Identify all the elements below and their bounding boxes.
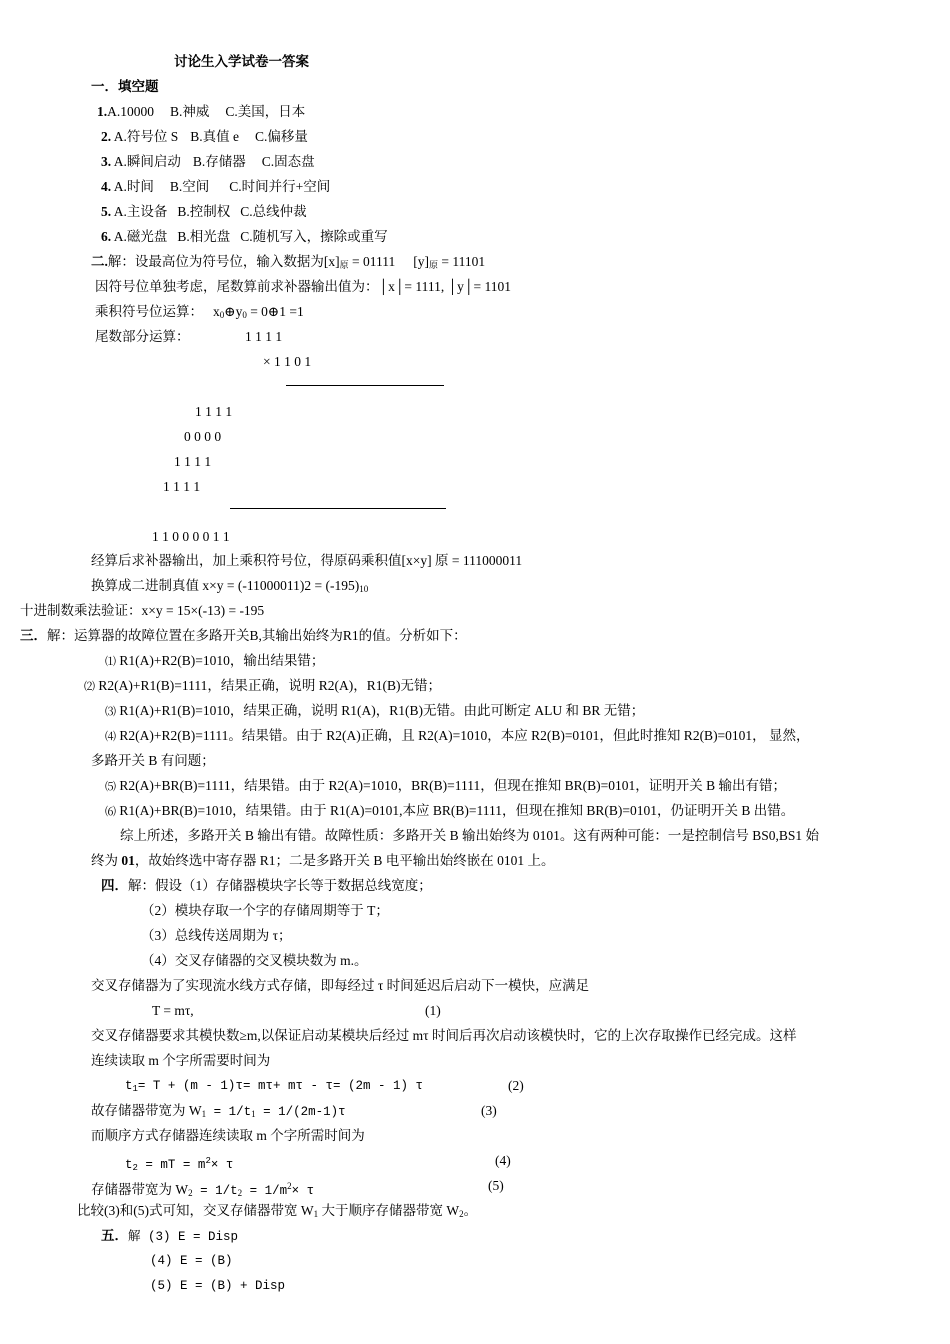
- section-2-line-1: 二.解：设最高位为符号位，输入数据为$[x]_原 = 01111$ $[y]_原 = 11101$: [91, 254, 486, 270]
- section-5-line-1: 五．解 (3) E = Disp: [101, 1228, 239, 1244]
- fill-item-c: C.美国，日本: [225, 104, 306, 119]
- fill-item-4: [101, 178, 330, 196]
- fill-item-number: 6.: [101, 229, 112, 244]
- section-4-para-1: 交叉存储器为了实现流水线方式存储，即每经过 τ 时间延迟后启动下一模快，应满足: [91, 978, 590, 993]
- section-3-line-1: 三．解：运算器的故障位置在多路开关B,其输出始终为R1的值。分析如下：: [20, 628, 467, 643]
- section-3-heading: 三．: [20, 628, 47, 643]
- equation-5: 存储器带宽为 $W_2 = 1/t_2 = 1/m^2\times \tau$: [91, 1181, 315, 1198]
- multiply-rule-2: [230, 508, 446, 509]
- product: 1 1 0 0 0 0 1 1: [152, 529, 230, 544]
- fill-item-b: B.真值 e: [190, 129, 240, 144]
- fill-item-b: B.控制权: [177, 204, 231, 219]
- multiply-rule-1: [286, 385, 444, 386]
- section-4-line-1: 四．解：假设（1）存储器模块字长等于数据总线宽度；: [101, 878, 432, 893]
- fill-item-number: 2.: [101, 129, 112, 144]
- fill-item-6: [101, 228, 388, 246]
- multiplicand: 1 1 1 1: [245, 329, 283, 344]
- fill-item-c: C.时间并行+空间: [229, 179, 331, 194]
- assumption-2: （2）模块存取一个字的存储周期等于 T；: [141, 903, 389, 918]
- fill-item-c: C.偏移量: [255, 129, 308, 144]
- fill-item-a: A.主设备: [113, 204, 168, 219]
- equation-4: $t_2$ = mT = $m^2\times \tau$: [125, 1156, 234, 1173]
- analysis-item-5: ⑸ R2(A)+BR(B)=1111，结果错。由于 R2(A)=1010，BR(B)=1111，但现在推知 BR(B)=0101，证明开关 B 输出有错；: [105, 778, 786, 793]
- section-2-line-2: 因符号位单独考虑，尾数算前求补器输出值为：│x│= 1111, │y│= 1101: [95, 279, 511, 294]
- fill-item-a: A.磁光盘: [113, 229, 168, 244]
- fill-item-1: [97, 103, 305, 121]
- fill-item-c: C.随机写入，擦除或重写: [240, 229, 388, 244]
- page-title: 讨论生入学试卷一答案: [174, 54, 309, 69]
- fill-item-b: B.存储器: [192, 154, 246, 169]
- partial-product-1: 1 1 1 1: [195, 404, 233, 419]
- section-2-verify: 十进制数乘法验证：x×y = 15×(-13) = -195: [20, 603, 265, 618]
- fill-item-a: A.时间: [113, 179, 154, 194]
- section-2-result-1: 经算后求补器输出，加上乘积符号位，得原码乘积值[x×y] 原 = 111000011: [91, 553, 523, 568]
- partial-product-4: 1 1 1 1: [163, 479, 201, 494]
- partial-product-3: 1 1 1 1: [174, 454, 212, 469]
- fill-item-number: 3.: [101, 154, 112, 169]
- section-4-para-3: 连续读取 m 个字所需要时间为: [91, 1053, 271, 1068]
- multiplier: × 1 1 0 1: [263, 354, 312, 369]
- section-2-line-4: 尾数部分运算：: [95, 329, 190, 344]
- fill-item-b: B.神威: [170, 104, 210, 119]
- analysis-item-2: ⑵ R2(A)+R1(B)=1111，结果正确，说明 R2(A)，R1(B)无错；: [84, 678, 441, 693]
- assumption-4: （4）交叉存储器的交叉模块数为 m.。: [141, 953, 368, 968]
- equation-5-number: (5): [488, 1178, 504, 1193]
- fill-item-c: C.固态盘: [261, 154, 315, 169]
- fill-item-2: [101, 128, 308, 146]
- section-4-para-4: 而顺序方式存储器连续读取 m 个字所需时间为: [91, 1128, 365, 1143]
- fill-item-5: [101, 203, 307, 221]
- fill-item-3: [101, 153, 315, 171]
- section-3-summary-1: 综上所述，多路开关 B 输出有错。故障性质：多路开关 B 输出始终为 0101。这有两种可能：一是控制信号 BS0,BS1 始: [120, 828, 820, 843]
- fill-item-number: 1.: [97, 104, 108, 119]
- fill-item-c: C.总线仲裁: [240, 204, 307, 219]
- analysis-item-3: ⑶ R1(A)+R1(B)=1010，结果正确，说明 R1(A)，R1(B)无错。由此可断定 ALU 和 BR 无错；: [105, 703, 645, 718]
- section-5-heading: 五．: [101, 1228, 128, 1243]
- equation-2: $t_1= T + (m - 1)\tau= m\tau+ m\tau - \tau= (2m - 1)$ τ: [125, 1079, 423, 1094]
- assumption-3: （3）总线传送周期为 τ；: [141, 928, 292, 943]
- section-1-heading: 一．填空题: [91, 79, 159, 94]
- partial-product-2: 0 0 0 0: [184, 429, 222, 444]
- equation-4-number: (4): [495, 1153, 511, 1168]
- fill-item-a: A.10000: [107, 104, 154, 119]
- equation-3-number: (3): [481, 1103, 497, 1118]
- equation-2-number: (2): [508, 1078, 524, 1093]
- section-2-heading: 二.: [91, 254, 108, 269]
- section-4-heading: 四．: [101, 878, 128, 893]
- fill-item-b: B.相光盘: [177, 229, 231, 244]
- equation-1: T = mτ,: [152, 1003, 194, 1018]
- section-4-para-2: 交叉存储器要求其模快数≥m,以保证启动某模块后经过 mτ 时间后再次启动该模快时，它的上次存取操作已经完成。这样: [91, 1028, 797, 1043]
- section-5-line-2: (4) E = (B): [150, 1254, 233, 1268]
- analysis-item-4-cont: 多路开关 B 有问题；: [91, 753, 215, 768]
- section-3-summary-2: 终为 01，故始终选中寄存器 R1；二是多路开关 B 电平输出始终嵌在 0101 上。: [91, 853, 555, 868]
- section-4-conclusion: 比较(3)和(5)式可知，交叉存储器带宽 $W_1$ 大于顺序存储器带宽 $W_2$。: [77, 1203, 478, 1219]
- analysis-item-6: ⑹ R1(A)+BR(B)=1010，结果错。由于 R1(A)=0101,本应 BR(B)=1111，但现在推知 BR(B)=0101，仍证明开关 B 出错。: [105, 803, 795, 818]
- section-2-line-3: 乘积符号位运算： $x_0\oplus y_0$ = 0⊕1 =1: [95, 304, 304, 320]
- fill-item-number: 5.: [101, 204, 112, 219]
- fill-item-b: B.空间: [169, 179, 210, 194]
- section-2-result-2: 换算成二进制真值 $x\times y = (-11000011)2 = (-195)_{10}$: [91, 578, 369, 594]
- section-5-line-3: (5) E = (B) + Disp: [150, 1279, 286, 1293]
- equation-3: 故存储器带宽为 $W_1 = 1/t_1 = 1/(2m-1)\tau$: [91, 1103, 346, 1119]
- equation-1-number: (1): [425, 1003, 441, 1018]
- analysis-item-4: ⑷ R2(A)+R2(B)=1111。结果错。由于 R2(A)正确，且 R2(A)=1010，本应 R2(B)=0101，但此时推知 R2(B)=0101， 显然，: [105, 728, 810, 743]
- fill-item-a: A.符号位 S: [113, 129, 179, 144]
- fill-item-number: 4.: [101, 179, 112, 194]
- fill-item-a: A.瞬间启动: [113, 154, 181, 169]
- analysis-item-1: ⑴ R1(A)+R2(B)=1010，输出结果错；: [105, 653, 325, 668]
